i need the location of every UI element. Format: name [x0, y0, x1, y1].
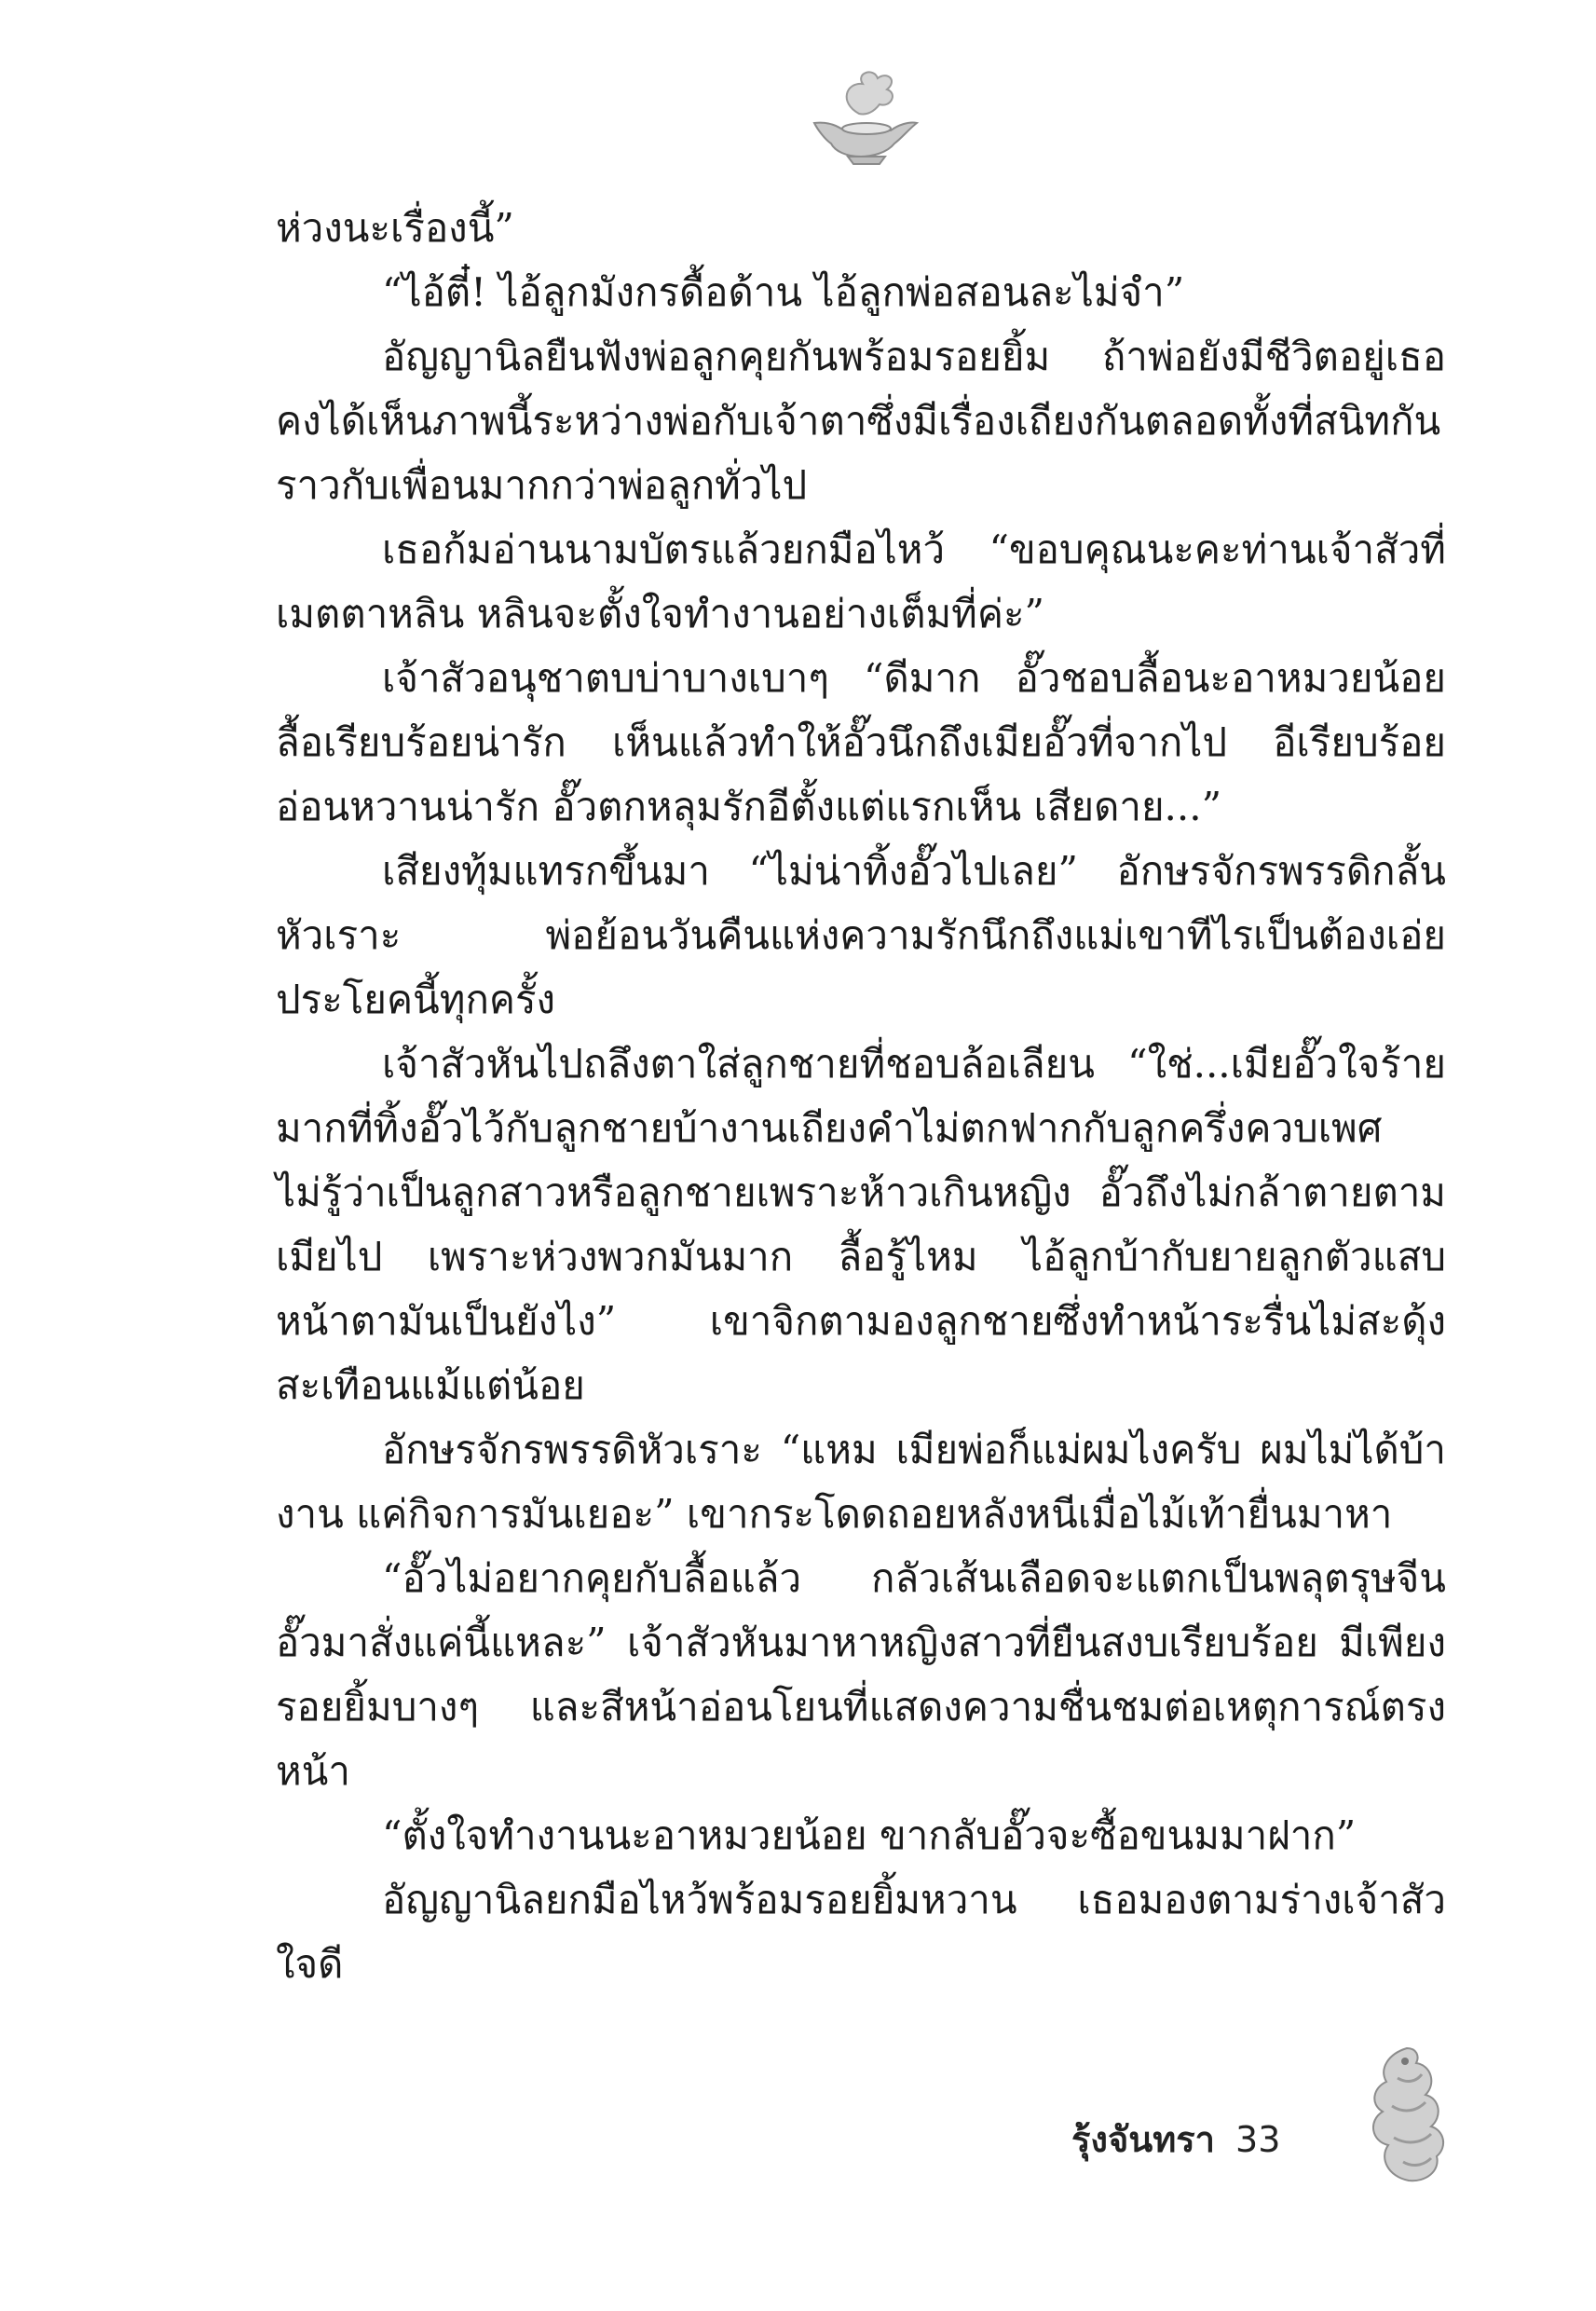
page-number: 33 [1235, 2119, 1281, 2160]
paragraph: อัญญานิลยืนฟังพ่อลูกคุยกันพร้อมรอยยิ้ม ถ้าพ่อยังมีชีวิตอยู่เธอคงได้เห็นภาพนี้ระหว่างพ่อกับเจ้าตาซึ่งมีเรื่องเถียงกันตลอดทั้งที่สนิทกันราวกับเพื่อนมากกว่าพ่อลูกทั่วไป [276, 334, 1446, 508]
body-text [276, 196, 1446, 1996]
paragraph: “ตั้งใจทำงานนะอาหมวยน้อย ขากลับอั๊วจะซื้อขนมมาฝาก” [382, 1812, 1357, 1858]
paragraph: เธอก้มอ่านนามบัตรแล้วยกมือไหว้ “ขอบคุณนะคะท่านเจ้าสัวที่เมตตาหลิน หลินจะตั้งใจทำงานอย่างเต็มที่ค่ะ” [276, 526, 1446, 636]
dragon-ornament-icon [1351, 2041, 1453, 2190]
paragraph: เจ้าสัวหันไปถลึงตาใส่ลูกชายที่ชอบล้อเลียน “ใช่...เมียอั๊วใจร้ายมากที่ทิ้งอั๊วไว้กับลูกชายบ้างานเถียงคำไม่ตกฟากกับลูกครึ่งควบเพศไม่รู้ว่าเป็นลูกสาวหรือลูกชายเพราะห้าวเกินหญิง อั๊วถึงไม่กล้าตายตามเมียไป เพราะห่วงพวกมันมาก ลื้อรู้ไหม ไอ้ลูกบ้ากับยายลูกตัวแสบหน้าตามันเป็นยังไง” เขาจิกตามองลูกชายซึ่งทำหน้าระรื่นไม่สะดุ้งสะเทือนแม้แต่น้อย [276, 1041, 1446, 1408]
paragraph: เจ้าสัวอนุชาตบบ่าบางเบาๆ “ดีมาก อั๊วชอบลื้อนะอาหมวยน้อย ลื้อเรียบร้อยน่ารัก เห็นแล้วทำให้อั๊วนึกถึงเมียอั๊วที่จากไป อีเรียบร้อยอ่อนหวานน่ารัก อั๊วตกหลุมรักอีตั้งแต่แรกเห็น เสียดาย...” [276, 655, 1446, 829]
book-title: รุ้งจันทรา [1071, 2119, 1216, 2160]
paragraph: “ไอ้ตี๋! ไอ้ลูกมังกรดื้อด้าน ไอ้ลูกพ่อสอนละไม่จำ” [382, 269, 1185, 315]
paragraph: อัญญานิลยกมือไหว้พร้อมรอยยิ้มหวาน เธอมองตามร่างเจ้าสัวใจดี [276, 1877, 1446, 1987]
genie-lamp-icon [801, 65, 922, 168]
paragraph: เสียงทุ้มแทรกขึ้นมา “ไม่น่าทิ้งอั๊วไปเลย” อักษรจักรพรรดิกลั้นหัวเราะ พ่อย้อนวันคืนแห่งความรักนึกถึงแม่เขาทีไรเป็นต้องเอ่ยประโยคนี้ทุกครั้ง [276, 848, 1446, 1022]
page-footer [1071, 2111, 1280, 2167]
paragraph: ห่วงนะเรื่องนี้” [276, 205, 514, 251]
paragraph: “อั๊วไม่อยากคุยกับลื้อแล้ว กลัวเส้นเลือดจะแตกเป็นพลุตรุษจีน อั๊วมาสั่งแค่นี้แหละ” เจ้าสัวหันมาหาหญิงสาวที่ยืนสงบเรียบร้อย มีเพียงรอยยิ้มบางๆ และสีหน้าอ่อนโยนที่แสดงความชื่นชมต่อเหตุการณ์ตรงหน้า [276, 1555, 1446, 1794]
paragraph: อักษรจักรพรรดิหัวเราะ “แหม เมียพ่อก็แม่ผมไงครับ ผมไม่ได้บ้างาน แค่กิจการมันเยอะ” เขากระโดดถอยหลังหนีเมื่อไม้เท้ายื่นมาหา [276, 1427, 1446, 1537]
